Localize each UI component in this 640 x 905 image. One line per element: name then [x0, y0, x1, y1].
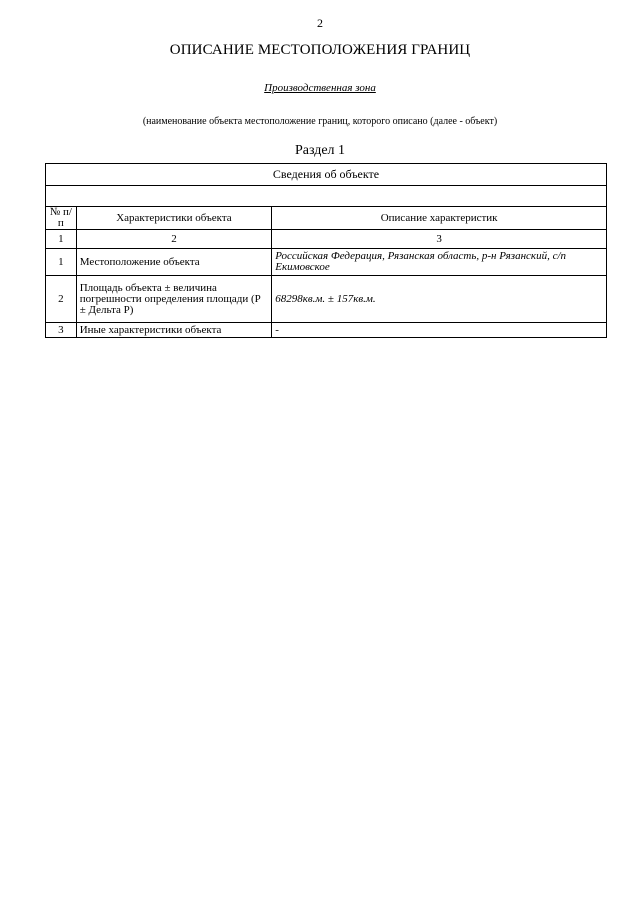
row-characteristic: Иные характеристики объекта — [76, 323, 272, 338]
row-description: 68298кв.м. ± 157кв.м. — [272, 276, 607, 323]
column-header-characteristic: Характеристики объекта — [76, 207, 272, 230]
table-header: Сведения об объекте — [46, 164, 607, 186]
section-title: Раздел 1 — [294, 143, 346, 158]
column-number-3: 3 — [272, 230, 607, 249]
document-title: ОПИСАНИЕ МЕСТОПОЛОЖЕНИЯ ГРАНИЦ — [169, 42, 471, 58]
row-number: 3 — [46, 323, 77, 338]
page-number: 2 — [317, 16, 323, 30]
table-row — [46, 323, 607, 338]
table-header-row — [46, 164, 607, 186]
column-number-1: 1 — [46, 230, 77, 249]
table-row — [46, 276, 607, 323]
row-characteristic: Местоположение объекта — [76, 249, 272, 276]
row-characteristic: Площадь объекта ± величина погрешности определения площади (Р ± Дельта Р) — [76, 276, 272, 323]
column-header-num: № п/п — [46, 207, 77, 230]
row-number: 1 — [46, 249, 77, 276]
row-description: Российская Федерация, Рязанская область, р-н Рязанский, с/п Екимовское — [272, 249, 607, 276]
table-column-numbers-row — [46, 230, 607, 249]
object-name: Производственная зона — [264, 82, 376, 94]
column-header-description: Описание характеристик — [272, 207, 607, 230]
row-description: - — [272, 323, 607, 338]
table-blank-row — [46, 186, 607, 207]
column-number-2: 2 — [76, 230, 272, 249]
table-row — [46, 249, 607, 276]
object-name-caption: (наименование объекта местоположение границ, которого описано (далее - объект) — [142, 116, 498, 127]
object-info-table — [45, 163, 607, 338]
table-blank-cell — [46, 186, 607, 207]
row-number: 2 — [46, 276, 77, 323]
table-column-headers-row — [46, 207, 607, 230]
